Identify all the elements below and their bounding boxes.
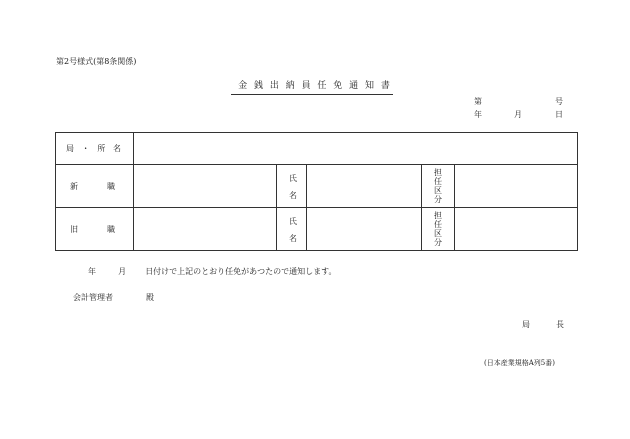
old-position-field[interactable] (134, 208, 277, 251)
addressee-honorific: 殿 (146, 293, 154, 302)
jis-size-note: (日本産業規格A列5番) (484, 359, 555, 367)
notice-year: 年 (88, 267, 96, 276)
sender-chief: 長 (556, 320, 564, 329)
name-label-top: 氏 (289, 174, 297, 183)
old-position-label-cell (56, 208, 134, 251)
old-name-field[interactable] (307, 208, 422, 251)
name-label-bottom: 名 (289, 191, 297, 200)
bureau-label-char: 所 (97, 144, 106, 153)
new-name-label-cell (277, 165, 307, 208)
bureau-label-cell (56, 133, 134, 165)
division-label-char: 担 (434, 210, 442, 220)
new-label: 新 (70, 181, 78, 191)
old-division-field[interactable] (455, 208, 578, 251)
number-suffix: 号 (555, 97, 563, 106)
division-label-char: 区 (434, 186, 442, 195)
division-label-char: 任 (434, 176, 442, 186)
document-title: 金 銭 出 納 員 任 免 通 知 書 (238, 81, 392, 91)
name-label-top: 氏 (289, 217, 297, 226)
new-name-field[interactable] (307, 165, 422, 208)
bureau-value-field[interactable] (134, 133, 578, 165)
bureau-label-char: 局 (66, 144, 74, 153)
old-division-label-cell (422, 208, 455, 251)
old-name-label-cell (277, 208, 307, 251)
title-underline (231, 94, 393, 95)
addressee-name: 会計管理者 (73, 293, 113, 302)
division-label-char: 担 (434, 167, 442, 177)
old-position-row (56, 208, 578, 251)
date-day: 日 (555, 110, 563, 119)
division-label-char: 分 (434, 195, 442, 205)
position-label: 職 (107, 224, 115, 234)
date-year: 年 (474, 110, 482, 119)
bureau-label-char: 名 (112, 144, 121, 153)
division-label-char: 分 (434, 238, 442, 248)
new-division-field[interactable] (455, 165, 578, 208)
bureau-row (56, 133, 578, 165)
division-label-char: 任 (434, 219, 442, 229)
sender-bureau: 局 (522, 320, 530, 329)
date-month: 月 (514, 110, 522, 119)
notice-text: 日付けで上記のとおり任免があつたので通知します。 (145, 267, 337, 276)
appointment-table (55, 132, 578, 251)
name-label-bottom: 名 (289, 234, 297, 243)
new-position-row (56, 165, 578, 208)
number-prefix: 第 (474, 97, 482, 106)
old-label: 旧 (70, 224, 78, 234)
notice-sentence (88, 268, 337, 276)
form-label: 第2号様式(第8条関係) (56, 57, 137, 66)
new-position-label-cell (56, 165, 134, 208)
division-label-char: 区 (434, 229, 442, 238)
position-label: 職 (107, 181, 115, 191)
notice-month: 月 (118, 267, 127, 276)
new-division-label-cell (422, 165, 455, 208)
bureau-label-char: ・ (81, 144, 90, 153)
new-position-field[interactable] (134, 165, 277, 208)
